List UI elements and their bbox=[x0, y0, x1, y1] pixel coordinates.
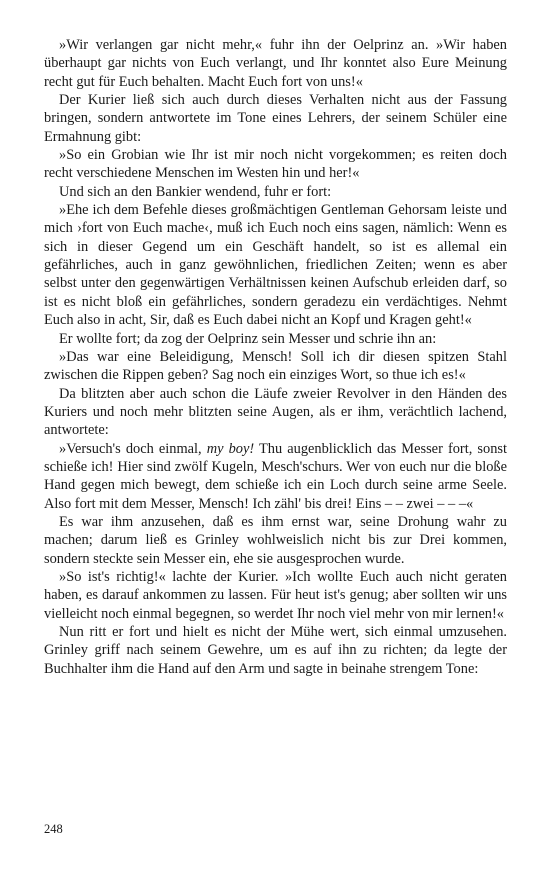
paragraph-9-emphasis: my boy! bbox=[206, 440, 255, 457]
paragraph-8: Da blitzten aber auch schon die Läufe zweier Revolver in den Händen des Kuriers und noch mehr blitzten seine Augen, als er ihm, verächtlich lachend, antwortete: bbox=[44, 385, 507, 439]
paragraph-4: Und sich an den Bankier wendend, fuhr er fort: bbox=[59, 183, 332, 200]
paragraph-1: »Wir verlangen gar nicht mehr,« fuhr ihn der Oelprinz an. »Wir haben überhaupt gar nichts von Euch verlangt, und Ihr konntet also Eure Meinung recht gut für Euch behalten. Macht Euch fort von uns!« bbox=[44, 37, 507, 90]
page-number: 248 bbox=[44, 822, 63, 836]
paragraph-12: Nun ritt er fort und hielt es nicht der Mühe wert, sich einmal umzusehen. Grinley griff nach seinem Gewehre, um es auf ihn zu richten; da legte der Buchhalter ihm die Hand auf den Arm und sagte in beinahe strengem Tone: bbox=[44, 624, 507, 677]
paragraph-9 bbox=[44, 440, 507, 513]
paragraph-3: »So ein Grobian wie Ihr ist mir noch nicht vorgekommen; es reiten doch recht verschiedene Menschen im Westen hin und her!« bbox=[44, 147, 507, 182]
paragraph-6: Er wollte fort; da zog der Oelprinz sein Messer und schrie ihn an: bbox=[59, 330, 437, 347]
paragraph-5: »Ehe ich dem Befehle dieses großmächtigen Gentleman Gehorsam leiste und mich ›fort von Euch mache‹, muß ich Euch noch eins sagen, nämlich: Wenn es sich in dieser Gegend um ein Geschäft handelt, so ist es allemal ein gefährliches, auch in ganz gewöhnlichen, friedlichen Zeiten; wenn es aber selbst unter den gegenwärtigen Verhältnissen keinen Aufschub erleiden darf, so ist es nicht bloß ein gefährliches, sondern geradezu ein verdächtiges. Nehmt Euch also in acht, Sir, daß es Euch dabei nicht an Kopf und Kragen geht!« bbox=[44, 202, 507, 329]
paragraph-7: »Das war eine Beleidigung, Mensch! Soll ich dir diesen spitzen Stahl zwischen die Rippen geben? Sag noch ein einziges Wort, so thue ich es!« bbox=[44, 348, 507, 384]
paragraph-9-end: Thu augenblicklich das Messer fort, sonst schieße ich! Hier sind zwölf Kugeln, Mesch'schurs. Wer von euch nur die bloße Hand gegen mich bewegt, dem schieße ich ein Loch durch seine arme Seele. Also fort mit dem Messer, Mensch! Ich zähl' bis drei! Eins – – zwei – – –« bbox=[44, 440, 507, 512]
paragraph-2: Der Kurier ließ sich auch durch dieses Verhalten nicht aus der Fassung bringen, sondern antwortete im Tone eines Lehrers, der seinem Schüler eine Ermahnung gibt: bbox=[44, 92, 507, 145]
paragraph-9-start: »Versuch's doch einmal, bbox=[59, 440, 207, 457]
paragraph-10: Es war ihm anzusehen, daß es ihm ernst war, seine Drohung wahr zu machen; darum ließ es Grinley wohlweislich nicht bis zur Drei kommen, sondern steckte sein Messer ein, ehe sie ausgesprochen wurde. bbox=[44, 513, 507, 567]
paragraph-11: »So ist's richtig!« lachte der Kurier. »Ich wollte Euch auch nicht geraten haben, es darauf ankommen zu lassen. Für heut ist's genug; aber sollten wir uns vielleicht noch einmal begegnen, so werdet Ihr noch viel mehr von mir lernen!« bbox=[44, 568, 507, 622]
book-page-text bbox=[44, 36, 507, 678]
